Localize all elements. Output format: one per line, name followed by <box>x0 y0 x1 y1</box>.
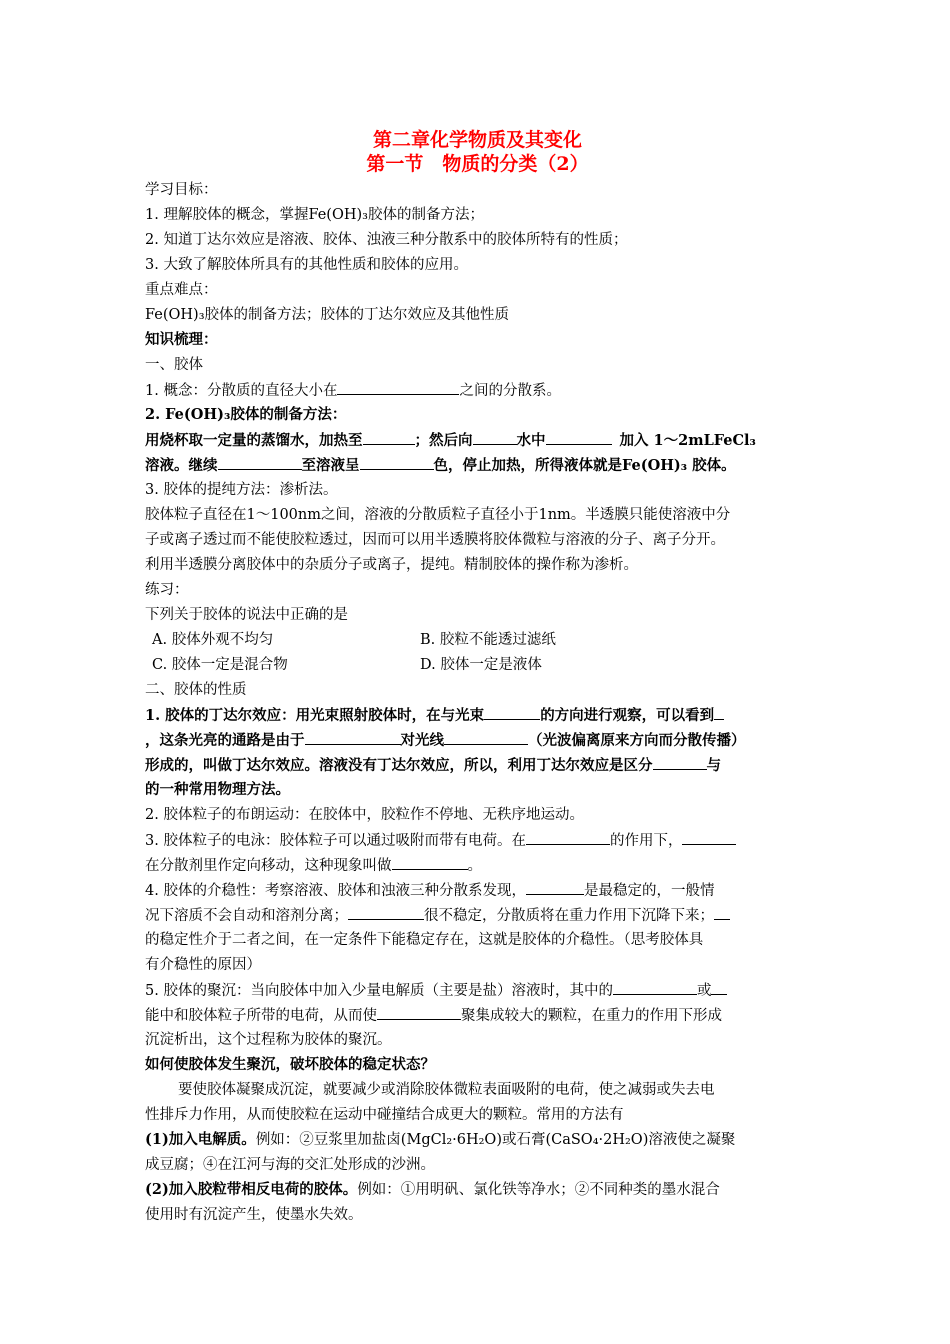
prep-text: 至溶液呈 <box>301 457 360 474</box>
tyndall-text: 的方向进行观察，可以看到 <box>540 707 715 724</box>
coag-text: 聚集成较大的颗粒，在重力的作用下形成 <box>461 1008 722 1024</box>
prep-text: 加入 1～2mLFeCl₃ <box>619 432 756 449</box>
electro-text: 。 <box>467 858 482 874</box>
purify-heading: 3. 胶体的提纯方法：渗析法。 <box>145 482 338 498</box>
objective-item: 3. 大致了解胶体所具有的其他性质和胶体的应用。 <box>145 257 468 273</box>
fill-blank[interactable] <box>526 828 610 845</box>
electro-line-1 <box>145 828 810 853</box>
method-2-label: (2)加入胶粒带相反电荷的胶体。 <box>145 1181 358 1198</box>
prep-text: ；然后向 <box>414 432 473 449</box>
tyndall-text: ，这条光亮的通路是由于 <box>145 732 305 749</box>
electro-text: 在分散剂里作定向移动，这种现象叫做 <box>145 858 392 874</box>
prep-heading: 2. Fe(OH)₃胶体的制备方法： <box>145 406 347 423</box>
chapter-title: 第二章化学物质及其变化 <box>372 129 582 151</box>
option-d[interactable]: D. 胶体一定是液体 <box>420 657 542 673</box>
purify-line: 胶体粒子直径在1～100nm之间，溶液的分散质粒子直径小于1nm。半透膜只能使溶液中分 <box>145 507 731 523</box>
fill-blank[interactable] <box>218 453 302 470</box>
coag-line-1 <box>145 978 810 1003</box>
key-points-heading: 重点难点： <box>145 282 218 298</box>
meta-text: 4. 胶体的介稳性：考察溶液、胶体和浊液三种分散系发现， <box>145 883 526 899</box>
fill-blank[interactable] <box>653 753 707 770</box>
objectives-heading: 学习目标： <box>145 182 218 198</box>
electro-text: 的作用下， <box>609 833 683 849</box>
meta-line-2 <box>145 903 810 928</box>
meta-text: 是最稳定的，一般情 <box>583 883 715 899</box>
fill-blank[interactable] <box>484 703 540 720</box>
prep-text: 色，停止加热，所得液体就是Fe(OH)₃ 胶体。 <box>433 457 736 474</box>
coag-text: 或 <box>696 983 712 999</box>
concept-text-b: 之间的分散系。 <box>459 383 561 399</box>
fill-blank[interactable] <box>613 978 697 995</box>
electro-text: 3. 胶体粒子的电泳：胶体粒子可以通过吸附而带有电荷。在 <box>145 833 526 849</box>
coag-text: 5. 胶体的聚沉：当向胶体中加入少量电解质（主要是盐）溶液时，其中的 <box>145 983 613 999</box>
exercise-heading: 练习： <box>145 582 189 598</box>
coag-line-2 <box>145 1003 810 1028</box>
fill-blank[interactable] <box>714 903 730 920</box>
coagulation-intro: 性排斥力作用，从而使胶粒在运动中碰撞结合成更大的颗粒。常用的方法有 <box>145 1107 624 1123</box>
fill-blank[interactable] <box>682 828 736 845</box>
method-1-label: (1)加入电解质。 <box>145 1131 256 1148</box>
brownian-line: 2. 胶体粒子的布朗运动：在胶体中，胶粒作不停地、无秩序地运动。 <box>145 807 584 823</box>
method-2-line-2: 使用时有沉淀产生，使墨水失效。 <box>145 1207 363 1223</box>
tyndall-line-3 <box>145 753 810 778</box>
section1-heading: 一、胶体 <box>145 357 203 373</box>
objective-item: 2. 知道丁达尔效应是溶液、胶体、浊液三种分散系中的胶体所特有的性质； <box>145 232 628 248</box>
coag-text: 能中和胶体粒子所带的电荷，从而使 <box>145 1008 377 1024</box>
meta-text: 况下溶质不会自动和溶剂分离； <box>145 908 348 924</box>
method-2-line <box>145 1178 810 1202</box>
method-1-line <box>145 1128 810 1152</box>
coagulation-heading: 如何使胶体发生聚沉，破坏胶体的稳定状态？ <box>145 1056 435 1073</box>
fill-blank[interactable] <box>377 1003 461 1020</box>
fill-blank[interactable] <box>392 853 468 870</box>
meta-line-4: 有介稳性的原因） <box>145 957 261 973</box>
fill-blank[interactable] <box>305 728 401 745</box>
option-a[interactable]: A. 胶体外观不均匀 <box>152 632 274 648</box>
meta-line-1 <box>145 878 810 903</box>
objective-item: 1. 理解胶体的概念，掌握Fe(OH)₃胶体的制备方法； <box>145 207 484 223</box>
prep-text: 用烧杯取一定量的蒸馏水，加热至 <box>145 432 363 449</box>
tyndall-text: （光波偏离原来方向而分散传播） <box>528 732 746 749</box>
meta-line-3: 的稳定性介于二者之间，在一定条件下能稳定存在，这就是胶体的介稳性。（思考胶体具 <box>145 932 704 948</box>
tyndall-line-1 <box>145 703 810 728</box>
option-b[interactable]: B. 胶粒不能透过滤纸 <box>420 632 556 648</box>
prep-line-1 <box>145 428 810 453</box>
concept-text-a: 1. 概念：分散质的直径大小在 <box>145 383 338 399</box>
section2-heading: 二、胶体的性质 <box>145 682 247 698</box>
fill-blank[interactable] <box>337 378 459 395</box>
exercise-question: 下列关于胶体的说法中正确的是 <box>145 607 348 623</box>
method-1-text: 例如：②豆浆里加盐卤(MgCl₂·6H₂O)或石膏(CaSO₄·2H₂O)溶液使之凝聚 <box>255 1132 736 1148</box>
fill-blank[interactable] <box>473 428 517 445</box>
coag-line-3: 沉淀析出，这个过程称为胶体的聚沉。 <box>145 1032 392 1048</box>
electro-line-2 <box>145 853 810 878</box>
section-title: 第一节 物质的分类（2） <box>366 153 589 175</box>
fill-blank[interactable] <box>714 703 724 720</box>
fill-blank[interactable] <box>444 728 528 745</box>
tyndall-text: 与 <box>706 757 721 774</box>
coagulation-intro: 要使胶体凝聚成沉淀，就要减少或消除胶体微粒表面吸附的电荷，使之减弱或失去电 <box>178 1082 715 1098</box>
purify-line: 利用半透膜分离胶体中的杂质分子或离子，提纯。精制胶体的操作称为渗析。 <box>145 557 638 573</box>
meta-text: 很不稳定，分散质将在重力作用下沉降下来； <box>424 908 714 924</box>
fill-blank[interactable] <box>711 978 727 995</box>
prep-line-2 <box>145 453 810 478</box>
tyndall-line-2 <box>145 728 810 753</box>
purify-line: 子或离子透过而不能使胶粒透过，因而可以用半透膜将胶体微粒与溶液的分子、离子分开。 <box>145 532 725 548</box>
tyndall-text: 形成的，叫做丁达尔效应。溶液没有丁达尔效应，所以，利用丁达尔效应是区分 <box>145 757 653 774</box>
concept-line <box>145 378 810 403</box>
fill-blank[interactable] <box>363 428 415 445</box>
method-2-text: 例如：①用明矾、氯化铁等净水；②不同种类的墨水混合 <box>357 1182 720 1198</box>
tyndall-text: 1. 胶体的丁达尔效应：用光束照射胶体时，在与光束 <box>145 707 485 724</box>
prep-text: 溶液。继续 <box>145 457 218 474</box>
knowledge-heading: 知识梳理： <box>145 331 218 348</box>
key-points-text: Fe(OH)₃胶体的制备方法；胶体的丁达尔效应及其他性质 <box>145 307 510 323</box>
fill-blank[interactable] <box>360 453 434 470</box>
fill-blank[interactable] <box>348 903 424 920</box>
option-c[interactable]: C. 胶体一定是混合物 <box>152 657 288 673</box>
fill-blank[interactable] <box>526 878 584 895</box>
prep-text: 水中 <box>516 432 546 449</box>
tyndall-text: 对光线 <box>400 732 444 749</box>
tyndall-line-4: 的一种常用物理方法。 <box>145 781 290 798</box>
fill-blank[interactable] <box>546 428 612 445</box>
method-1-line-2: 成豆腐；④在江河与海的交汇处形成的沙洲。 <box>145 1157 435 1173</box>
